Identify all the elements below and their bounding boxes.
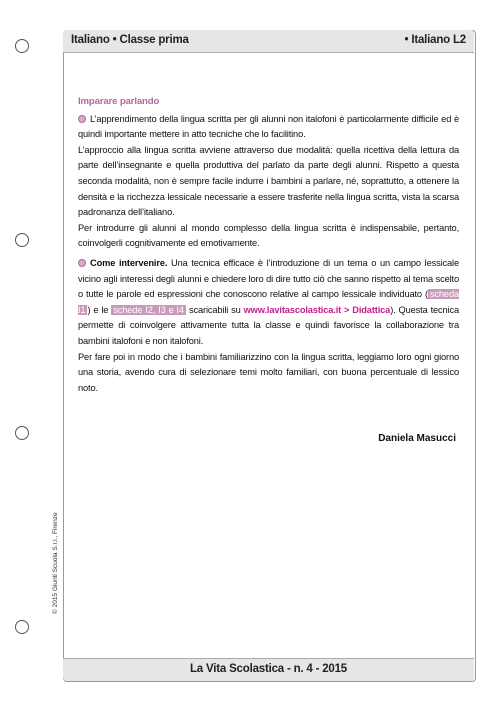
- paragraph-reading: Per fare poi in modo che i bambini familiarizzino con la lingua scritta, leggiamo loro ogni giorno una storia, avendo cura di selezionare temi molto familiari, con buona percentuale di lessico noto.: [78, 351, 459, 393]
- how-to-lead: Come intervenire.: [90, 257, 168, 268]
- how-to-text-1: Una tecnica efficace è l’introduzione di un tema o un campo lessicale vicino agli interessi degli alunni e chiedere loro di dire tutto ciò che sanno rispetto al tema scelto o tutte le parole ed espressioni che conoscono relative al campo lessicale individuato (: [78, 257, 459, 300]
- binder-hole-lower-middle: [15, 426, 29, 440]
- header-subject: Italiano • Classe prima: [71, 34, 189, 46]
- paragraph-how-to: [78, 256, 459, 350]
- author-signature: Daniela Masucci: [378, 433, 456, 444]
- paragraph-intro-text: L’apprendimento della lingua scritta per gli alunni non italofoni è particolarmente difficile ed è quindi importante mettere in atto tecniche che lo facilitino.: [78, 113, 459, 140]
- how-to-text-4: ). Questa tecnica permette di coinvolgere attivamente tutta la classe e quindi favorisce la collaborazione tra bambini italofoni e non italofoni.: [78, 304, 459, 346]
- paragraph-approach: L’approccio alla lingua scritta avviene attraverso due modalità: quella ricettiva della lettura da parte dell’insegnante e quella produttiva del parlato da parte degli alunni. Rispetto a questa seconda modalità, non è sempre facile indurre i bambini a parlare, né, soprattutto, a ottenere la densità e la ricchezza lessicale necessarie a essere trasferite nella lingua scritta, vista la scarsa padronanza dell’italiano.: [78, 144, 459, 218]
- paragraph-intro: [78, 112, 459, 143]
- binder-hole-top: [15, 39, 29, 53]
- worksheet-ref-2[interactable]: schede I2, I3 e I4: [113, 304, 185, 315]
- page-header: [63, 30, 474, 53]
- bullet-icon: [78, 115, 86, 123]
- how-to-text-3: scaricabili su: [186, 304, 244, 315]
- footer-publication: La Vita Scolastica - n. 4 - 2015: [189, 663, 348, 675]
- worksheet-ref-1[interactable]: scheda I1: [78, 289, 459, 315]
- header-topic: • Italiano L2: [404, 34, 466, 46]
- copyright-notice: © 2015 Giunti Scuola S.r.l., Firenze: [52, 512, 59, 614]
- binder-hole-upper-middle: [15, 233, 29, 247]
- section-title: Imparare parlando: [78, 96, 160, 107]
- paragraph-cognitive: Per introdurre gli alunni al mondo complesso della lingua scritta è indispensabile, pertanto, coinvolgerli cognitivamente ed emotivamente.: [78, 222, 459, 249]
- bullet-icon: [78, 259, 86, 267]
- how-to-text-2: ) e le: [87, 304, 112, 315]
- page-footer: [63, 658, 474, 681]
- website-link[interactable]: www.lavitascolastica.it > Didattica: [243, 304, 391, 315]
- binder-hole-bottom: [15, 620, 29, 634]
- article-body: [78, 94, 459, 396]
